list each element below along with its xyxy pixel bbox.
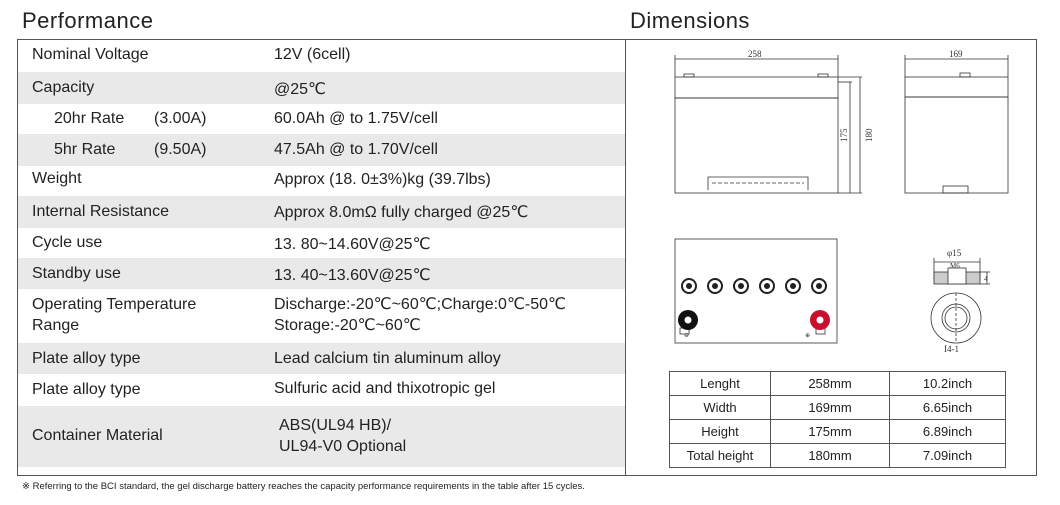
- row-label: Container Material: [32, 427, 163, 444]
- row-label: Standby use: [32, 265, 121, 282]
- performance-title: Performance: [22, 8, 154, 33]
- dim-inch: 7.09inch: [890, 444, 1006, 468]
- row-value-line1: ABS(UL94 HB)/: [279, 417, 392, 434]
- terminal-thread-label: M6: [950, 262, 960, 270]
- front-width-label: 258: [748, 49, 762, 59]
- total-height-label: 180: [864, 128, 874, 142]
- row-label: 5hr Rate: [54, 141, 116, 158]
- positive-terminal-icon: [805, 310, 830, 339]
- dim-name: Height: [670, 420, 771, 444]
- dim-mm: 175mm: [771, 420, 890, 444]
- row-value: 13. 40~13.60V@25℃: [274, 267, 431, 284]
- terminal-detail-drawing: [931, 258, 990, 343]
- row-value: 60.0Ah @ to 1.75V/cell: [274, 110, 438, 127]
- footnote: ※ Referring to the BCI standard, the gel discharge battery reaches the capacity performance requirements in the table after 15 cycles.: [22, 481, 585, 492]
- front-view-drawing: [675, 55, 862, 193]
- row-value: Lead calcium tin aluminum alloy: [274, 350, 501, 367]
- side-width-label: 169: [949, 49, 963, 59]
- row-sub-label: (3.00A): [154, 110, 207, 127]
- side-view-drawing: [905, 55, 1008, 193]
- table-row: [670, 444, 1006, 468]
- row-label: 20hr Rate: [54, 110, 125, 127]
- row-value-line2: UL94-V0 Optional: [279, 438, 407, 455]
- body-height-label: 175: [839, 128, 849, 142]
- row-sub-label: (9.50A): [154, 141, 207, 158]
- row-label-line1: Operating Temperature: [32, 296, 197, 313]
- terminal-code-label: I4-1: [944, 344, 959, 354]
- dim-inch: 6.89inch: [890, 420, 1006, 444]
- row-value-line1: Discharge:-20℃~60℃;Charge:0℃-50℃: [274, 296, 567, 313]
- row-label: Internal Resistance: [32, 203, 169, 220]
- top-view-drawing: [675, 239, 837, 343]
- row-value: Approx (18. 0±3%)kg (39.7lbs): [274, 171, 491, 188]
- terminal-row: [682, 279, 826, 293]
- svg-text:⊕: ⊕: [805, 333, 811, 339]
- row-label-line2: Range: [32, 317, 80, 334]
- row-value: 13. 80~14.60V@25℃: [274, 236, 431, 253]
- dim-inch: 6.65inch: [890, 396, 1006, 420]
- row-value: Sulfuric acid and thixotropic gel: [274, 380, 496, 397]
- dim-mm: 258mm: [771, 372, 890, 396]
- dimensions-title: Dimensions: [630, 8, 750, 33]
- table-row: [670, 420, 1006, 444]
- row-value: 12V (6cell): [274, 46, 351, 63]
- negative-terminal-icon: [678, 310, 698, 339]
- dimensions-table: [669, 371, 1006, 468]
- dim-inch: 10.2inch: [890, 372, 1006, 396]
- terminal-diameter-label: φ15: [947, 248, 962, 258]
- row-value: @25℃: [274, 81, 327, 98]
- dim-mm: 180mm: [771, 444, 890, 468]
- row-value: Approx 8.0mΩ fully charged @25℃: [274, 204, 529, 221]
- row-label: Nominal Voltage: [32, 46, 149, 63]
- terminal-depth-label: 4: [984, 275, 988, 283]
- row-label: Cycle use: [32, 234, 103, 251]
- row-label: Capacity: [32, 79, 95, 96]
- row-label: Plate alloy type: [32, 350, 141, 367]
- table-row: [670, 396, 1006, 420]
- row-value-line2: Storage:-20℃~60℃: [274, 317, 421, 334]
- svg-text:⊖: ⊖: [684, 333, 690, 339]
- row-label: Plate alloy type: [32, 381, 141, 398]
- row-value: 47.5Ah @ to 1.70V/cell: [274, 141, 438, 158]
- row-label: Weight: [32, 170, 82, 187]
- dim-mm: 169mm: [771, 396, 890, 420]
- dim-name: Total height: [670, 444, 771, 468]
- table-row: [670, 372, 1006, 396]
- dim-name: Lenght: [670, 372, 771, 396]
- dim-name: Width: [670, 396, 771, 420]
